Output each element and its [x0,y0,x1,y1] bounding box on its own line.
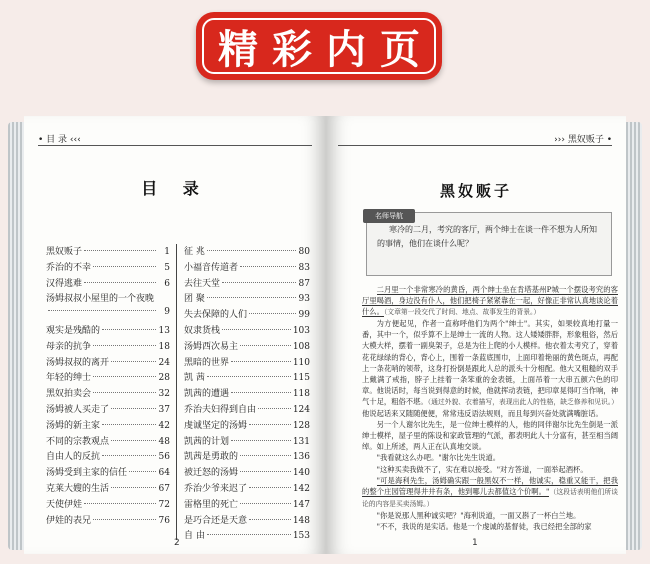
toc-leader-dots [48,310,156,311]
toc-entry-title: 汤姆受到主家的信任 [46,468,128,479]
open-book [8,116,642,558]
toc-entry-title: 奴隶货栈 [184,325,221,336]
toc-entry [184,370,310,386]
toc-leader-dots [240,266,296,267]
chapter-page [326,116,626,554]
annotation: （这段话表明他们所谈论的内容是买卖汤姆。） [362,487,619,508]
toc-entry-page: 83 [298,262,310,273]
toc-entry-title: 汤姆的新主家 [46,420,101,431]
paragraph [362,475,618,510]
guide-label: 名师导航 [363,209,415,223]
toc-leader-dots [111,487,156,488]
toc-entry [184,339,310,355]
toc-entry [184,402,310,418]
toc-entry [184,497,310,513]
chapter-body [362,284,618,532]
toc-entry-title: 黑奴拍卖会 [46,389,92,400]
toc-entry-title: 去往天堂 [184,278,221,289]
toc-column-left [46,244,170,528]
annotation: （文章第一段交代了时间、地点、故事发生的背景。） [383,308,541,317]
toc-entry-page: 64 [158,468,170,479]
toc-entry-page: 48 [158,436,170,447]
toc-entry [184,465,310,481]
toc-entry-page: 118 [292,389,310,400]
toc-entry [184,291,310,307]
toc-leader-dots [129,471,156,472]
banner-title: 精彩内页 [218,26,434,73]
toc-entry [46,244,170,260]
toc-leader-dots [84,282,156,283]
toc-entry-title: 凯茜是勇敢的 [184,452,239,463]
toc-entry [46,339,170,355]
toc-entry-title: 年轻的绅士 [46,373,92,384]
toc-leader-dots [222,282,296,283]
toc-entry-page: 18 [158,341,170,352]
toc-entry-page: 1 [164,247,170,257]
running-head-left: • 目 录 ‹‹‹ [38,135,81,145]
toc-entry [46,513,170,529]
toc-leader-dots [102,329,156,330]
toc-leader-dots [84,503,156,504]
toc-entry [184,276,310,292]
toc-entry-title: 团 聚 [184,294,205,305]
toc-entry-page: 6 [164,278,170,289]
toc-entry-page: 103 [292,325,310,336]
toc-leader-dots [231,361,291,362]
toc-entry-title: 黑暗的世界 [184,357,230,368]
toc-entry [46,418,170,434]
toc-entry-page: 13 [158,325,170,336]
toc-entry-title: 汉得逃难 [46,278,83,289]
header-rule [38,145,312,146]
toc-entry-page: 128 [292,420,310,431]
toc-entry-page: 28 [158,373,170,384]
toc-leader-dots [84,250,156,251]
toc-entry-page: 93 [298,294,310,305]
paragraph [362,284,618,318]
toc-entry-title: 汤姆叔叔的离开 [46,357,110,368]
toc-entry-title: 天使伊娃 [46,499,83,510]
toc-entry [184,528,310,544]
guide-text: 寒冷的二月，考究的客厅，两个绅士在谈一件不想为人所知的事情，他们在谈什么呢？ [377,225,597,248]
header-rule [338,145,612,146]
toc-entry [184,307,310,323]
toc-entry-page: 72 [158,499,170,510]
chapter-title: 黑奴贩子 [439,182,512,200]
toc-leader-dots [249,519,291,520]
toc-leader-dots [249,424,291,425]
toc-divider [176,244,177,540]
toc-title: 目 录 [141,179,209,198]
toc-entry-title: 母亲的抗争 [46,341,92,352]
toc-leader-dots [111,440,156,441]
toc-entry [184,481,310,497]
toc-entry [184,323,310,339]
toc-entry [46,497,170,513]
toc-entry-page: 115 [292,373,310,384]
toc-entry [184,449,310,465]
toc-entry [46,465,170,481]
toc-entry-page: 108 [292,341,310,352]
page-stack-right [624,122,642,550]
toc-leader-dots [249,313,296,314]
toc-leader-dots [207,376,291,377]
banner [196,12,442,80]
toc-leader-dots [93,376,156,377]
toc-entry-page: 153 [292,531,310,542]
toc-entry-title: 凯 茜 [184,373,205,384]
toc-leader-dots [102,455,156,456]
toc-leader-dots [222,329,291,330]
page-number-right: 1 [472,538,478,548]
toc-entry-title: 凯茜的遭遇 [184,389,230,400]
toc-entry-title: 乔治少爷来迟了 [184,483,248,494]
toc-entry-title: 自 由 [184,531,205,542]
toc-leader-dots [111,408,156,409]
toc-entry [46,323,170,339]
toc-entry-title: 克莱大嫂的生活 [46,483,110,494]
toc-entry-title: 雷格里的死亡 [184,499,239,510]
toc-entry-title: 乔治夫妇得到自由 [184,404,257,415]
toc-entry-title: 被迁怒的汤姆 [184,468,239,479]
toc-page [24,116,326,554]
toc-entry-title: 虔诚坚定的汤姆 [184,420,248,431]
toc-entry-page: 110 [292,357,310,368]
toc-entry-page: 76 [158,515,170,526]
toc-entry-page: 67 [158,483,170,494]
toc-entry [46,276,170,292]
toc-entry-page: 9 [164,307,170,318]
toc-entry [46,370,170,386]
toc-entry [46,481,170,497]
toc-entry [184,513,310,529]
toc-entry [46,260,170,276]
toc-leader-dots [240,471,291,472]
paragraph: "你是说那人黑种诚实吧？"海利说道，一面又斟了一杯白兰地。 [376,510,581,520]
toc-leader-dots [93,345,156,346]
toc-entry-page: 5 [164,262,170,273]
toc-entry-page: 32 [158,389,170,400]
toc-entry [46,386,170,402]
toc-entry-title: 凯茜的计划 [184,436,230,447]
underlined-text: "可是海利先生，汤姆确实跟一般黑奴不一样，他诚实，稳重又能干，把我的整个庄园管理得井井有条，他到哪儿去都值这个价啊。" [362,475,618,496]
toc-entry-title: 汤姆叔叔小屋里的一个夜晚 [46,294,155,305]
toc-entry-page: 99 [298,310,310,321]
toc-entry [46,291,170,307]
toc-leader-dots [240,503,291,504]
annotation: （通过外貌、衣着描写，表现出此人的性格，缺乏修养和见识。） [427,397,619,406]
toc-entry [184,434,310,450]
toc-leader-dots [93,392,156,393]
toc-entry-title: 征 兆 [184,247,205,257]
page-number-left: 2 [174,538,180,548]
toc-entry [46,449,170,465]
toc-entry-page: 142 [292,483,310,494]
toc-entry-page: 24 [158,357,170,368]
toc-entry [184,260,310,276]
paragraph: "我看就这么办吧。"谢尔比先生说道。 [376,453,501,463]
toc-leader-dots [240,345,291,346]
toc-entry-page: 148 [292,515,310,526]
toc-entry-page: 56 [158,452,170,463]
toc-column-right [184,244,310,544]
paragraph: "不不，我说的是实话。他是一个虔诚的基督徒，我已经把全部的家 [376,521,592,531]
toc-entry-title: 汤姆西次易主 [184,341,239,352]
toc-entry-title: 自由人的反抗 [46,452,101,463]
toc-leader-dots [207,297,296,298]
toc-entry-page: 124 [292,404,310,415]
toc-leader-dots [258,408,291,409]
toc-leader-dots [240,455,291,456]
toc-entry-page: 80 [298,247,310,257]
toc-leader-dots [111,361,156,362]
guide-box [366,212,612,276]
toc-entry-title: 失去保障的人们 [184,310,248,321]
toc-entry-page: 87 [298,278,310,289]
toc-entry [46,434,170,450]
toc-leader-dots [102,424,156,425]
paragraph-text: 为方便起见，作者一直称呼他们为两个"绅士"。其实，如果较真地打量一番，其中一个，似乎算不上是绅士一流的人物。这人矮矮胖胖，形象粗俗，然后大模大样，摆着一副臭架子，总是为往上爬的小人模样。他衣着太考究了，穿着花花绿绿的背心，背心上，围着一条蓝底围巾，上面印着艳丽的黄色斑点，再配上一条花哨的领带，这身打扮倒是跟此人总的派头十分相配。他大又粗糙的双手上戴满了戒指，脖子上挂着一条笨重的金表链，上面吊着一大串五颜六色的印章。他说话时，每当说到得意的时候，他就挥动表链，把印章晃得叮当作响，神气十足，粗俗不堪。 [362,319,618,406]
toc-entry-page: 147 [292,499,310,510]
toc-entry-title: 不同的宗教观点 [46,436,110,447]
toc-entry [184,355,310,371]
toc-entry-title: 汤姆被人买走了 [46,404,110,415]
toc-entry-page: 37 [158,404,170,415]
toc-leader-dots [231,440,291,441]
toc-leader-dots [249,487,291,488]
toc-entry [184,386,310,402]
paragraph: 另一个人谢尔比先生，是一位绅士模样的人，他的同伴谢尔比先生倒是一派绅士模样，屋子里的陈设和家政管理的气派，都表明此人十分富有，甚至相当阔绰。如上所述，两人正在认真地交谈。 [362,420,618,452]
toc-leader-dots [231,392,291,393]
paragraph [362,318,618,419]
toc-leader-dots [93,519,156,520]
running-head-right: ››› 黑奴贩子 • [554,135,612,145]
toc-entry-title: 伊娃的表兄 [46,515,92,526]
toc-entry [184,244,310,260]
toc-leader-dots [207,250,296,251]
toc-entry-page: 136 [292,452,310,463]
toc-entry-title: 是巧合还是天意 [184,515,248,526]
toc-entry [46,402,170,418]
toc-entry-title: 小福音传道者 [184,262,239,273]
underlined-text: 二月里一个非常寒冷的黄昏，两个绅士坐在肯塔基州P城一个摆设考究的客厅里喝酒，身边没有仆人，他们把椅子紧紧靠在一起，好像正非常认真地谈论着什么。 [362,285,618,317]
toc-entry-title: 乔治的不幸 [46,262,92,273]
paragraph: "这种买卖我做不了，实在难以接受。"对方答道，一面举起酒杯。 [376,464,588,474]
toc-entry-page: 42 [158,420,170,431]
paragraph-text: 他说起话来又随随便便，常常违反语法规则，而且每到兴奋处就满嘴脏话。 [362,409,603,419]
toc-leader-dots [207,534,291,535]
toc-entry [184,418,310,434]
toc-entry [46,307,170,323]
toc-leader-dots [93,266,156,267]
toc-entry-page: 131 [292,436,310,447]
toc-entry [46,355,170,371]
toc-entry-title: 黑奴贩子 [46,247,83,257]
toc-entry-title: 观实是残酷的 [46,325,101,336]
toc-entry-page: 140 [292,468,310,479]
